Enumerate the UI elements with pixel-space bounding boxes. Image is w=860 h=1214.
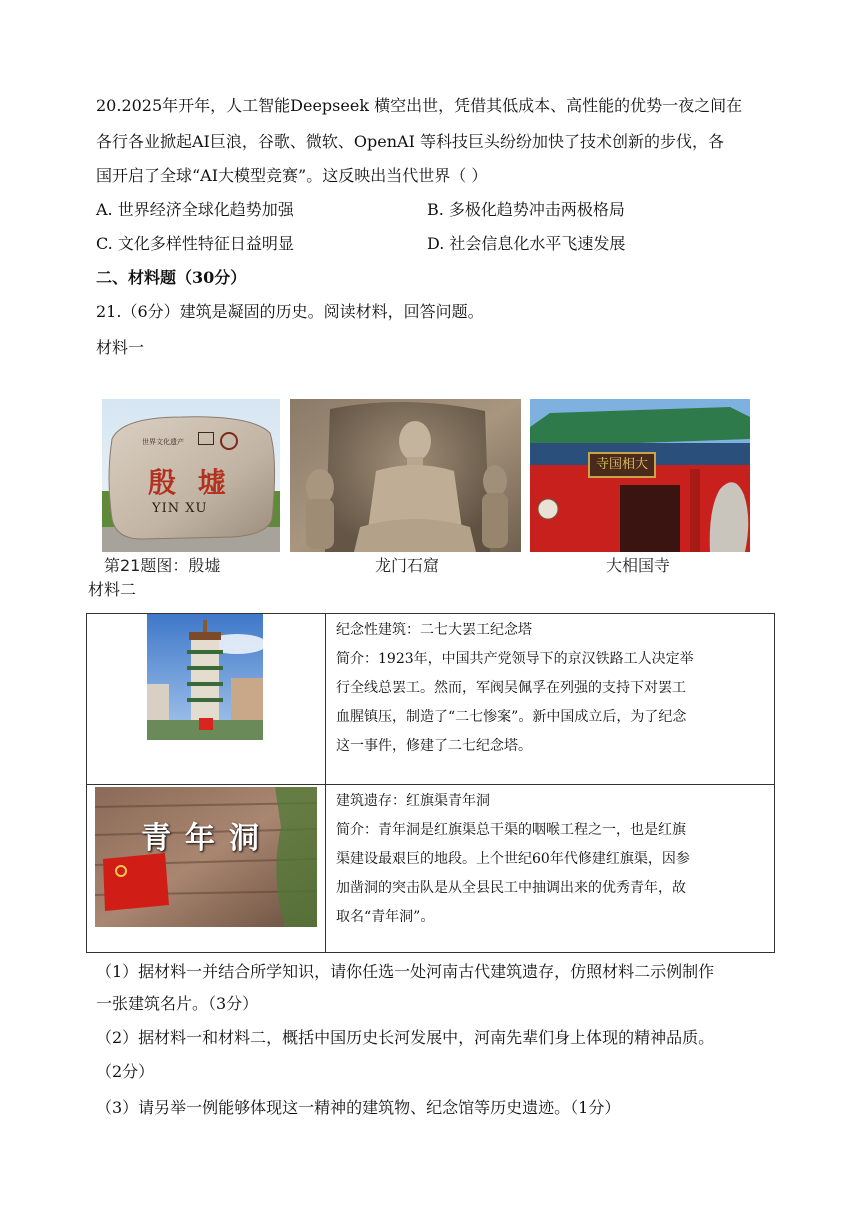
- yinxu-photo: [102, 399, 280, 552]
- erqi-intro-line-4: 这一事件，修建了二七纪念塔。: [336, 738, 532, 754]
- qingnian-intro-line-3: 加凿洞的突击队是从全县民工中抽调出来的优秀青年，故: [336, 880, 686, 896]
- qingnian-intro-line-4: 取名“青年洞”。: [336, 909, 435, 925]
- erqi-photo-cell: [87, 614, 326, 785]
- material2-label: 材料二: [88, 580, 137, 599]
- xiangguo-temple-photo: [530, 399, 750, 552]
- table-row: [87, 785, 775, 953]
- caption-yinxu: 第21题图：殷墟: [104, 556, 221, 575]
- q20-option-d: D. 社会信息化水平飞速发展: [427, 234, 626, 253]
- q21-sub1-line-2: 一张建筑名片。（3分）: [96, 994, 259, 1013]
- erqi-intro-line-1: 简介：1923年，中国共产党领导下的京汉铁路工人决定举: [336, 651, 694, 667]
- qingnian-intro-line-2: 渠建设最艰巨的地段。上个世纪60年代修建红旗渠，因参: [336, 851, 690, 867]
- material1-label: 材料一: [96, 338, 145, 357]
- stone-pinyin: YIN XU: [152, 501, 208, 516]
- caption-longmen: 龙门石窟: [375, 556, 440, 575]
- q20-line-3: 国开启了全球“AI大模型竞赛”。这反映出当代世界（ ）: [96, 166, 488, 185]
- q21-sub1-line-1: （1）据材料一并结合所学知识，请你任选一处河南古代建筑遗存，仿照材料二示例制作: [96, 962, 715, 981]
- caption-xiangguo: 大相国寺: [606, 556, 671, 575]
- qingnian-info-cell: [326, 785, 775, 953]
- qingnian-photo-text: 青年洞: [141, 821, 273, 856]
- q21-sub2-line-1: （2）据材料一和材料二，概括中国历史长河发展中，河南先辈们身上体现的精神品质。: [96, 1028, 715, 1047]
- qingnian-info: [326, 785, 774, 932]
- temple-plaque-text: 寺国相大: [595, 457, 648, 472]
- qingnian-photo-cell: [87, 785, 326, 953]
- section-heading: 二、材料题（30分）: [96, 268, 247, 287]
- stone-big-text: 殷 墟: [148, 466, 232, 499]
- material2-table: [86, 613, 775, 953]
- erqi-tower-photo: [147, 614, 263, 740]
- heritage-emblem-icon: [220, 432, 238, 450]
- qingnian-cave-photo: [95, 787, 317, 927]
- temple-plaque: [588, 452, 656, 478]
- stone-small-text: 世界文化遗产: [142, 438, 184, 446]
- erqi-intro-line-2: 行全线总罢工。然而，军阀吴佩孚在列强的支持下对罢工: [336, 680, 686, 696]
- q20-line-2: 各行各业掀起AI巨浪，谷歌、微软、OpenAI 等科技巨头纷纷加快了技术创新的步伐，各: [96, 132, 724, 151]
- erqi-info-cell: [326, 614, 775, 785]
- q20-option-b: B. 多极化趋势冲击两极格局: [427, 200, 625, 219]
- table-row: [87, 614, 775, 785]
- erqi-intro-line-3: 血腥镇压，制造了“二七惨案”。新中国成立后，为了纪念: [336, 709, 687, 725]
- erqi-title: 纪念性建筑：二七大罢工纪念塔: [336, 622, 532, 638]
- qingnian-title: 建筑遗存：红旗渠青年洞: [336, 793, 490, 809]
- q20-line-1: 20.2025年开年，人工智能Deepseek 横空出世，凭借其低成本、高性能的优势一夜之间在: [96, 96, 743, 115]
- unesco-logo-icon: [198, 432, 214, 445]
- q20-option-a: A. 世界经济全球化趋势加强: [96, 200, 294, 219]
- q21-sub2-line-2: （2分）: [96, 1062, 155, 1081]
- q21-intro: 21.（6分）建筑是凝固的历史。阅读材料，回答问题。: [96, 302, 484, 321]
- qingnian-intro-line-1: 简介：青年洞是红旗渠总干渠的咽喉工程之一，也是红旗: [336, 822, 686, 838]
- q20-option-c: C. 文化多样性特征日益明显: [96, 234, 294, 253]
- erqi-info: [326, 614, 774, 761]
- longmen-photo: [290, 399, 521, 552]
- q21-sub3: （3）请另举一例能够体现这一精神的建筑物、纪念馆等历史遗迹。（1分）: [96, 1098, 621, 1117]
